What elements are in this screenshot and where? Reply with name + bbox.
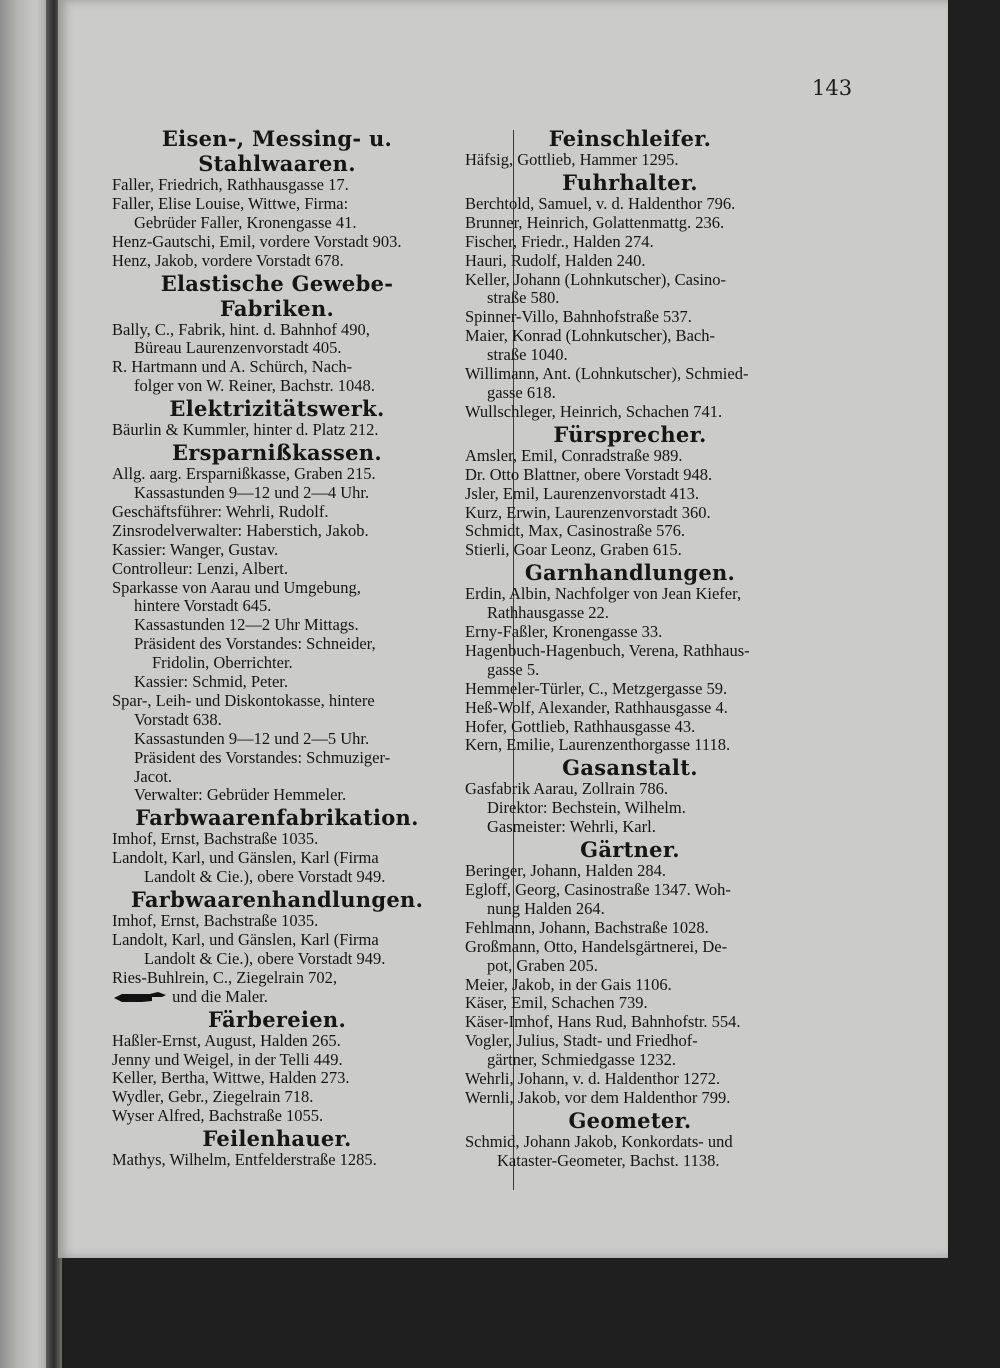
right-column bbox=[465, 126, 795, 1171]
section-heading: Feinschleifer. bbox=[548, 126, 712, 151]
entry-line: Jenny und Weigel, in der Telli 449. bbox=[112, 1049, 343, 1069]
entry-line: Controlleur: Lenzi, Albert. bbox=[112, 558, 288, 578]
entry-line: Maier, Konrad (Lohnkutscher), Bach- bbox=[465, 326, 715, 346]
entry-line: pot, Graben 205. bbox=[487, 955, 598, 975]
entry-line-with-pointer bbox=[112, 988, 442, 1007]
entry-line: Käser-Imhof, Hans Rud, Bahnhofstr. 554. bbox=[465, 1012, 741, 1032]
entry-line: folger von W. Reiner, Bachstr. 1048. bbox=[134, 376, 375, 396]
entry-line: gärtner, Schmiedgasse 1232. bbox=[487, 1050, 677, 1070]
entry-line: Fischer, Friedr., Halden 274. bbox=[465, 231, 654, 251]
entry-line: nung Halden 264. bbox=[487, 898, 605, 918]
entry-line: Haßler-Ernst, August, Halden 265. bbox=[112, 1030, 341, 1050]
entry-line: Ries-Buhlrein, C., Ziegelrain 702, bbox=[112, 967, 337, 987]
entry-line: Beringer, Johann, Halden 284. bbox=[465, 861, 666, 881]
left-column bbox=[112, 126, 442, 1170]
entry-line: Präsident des Vorstandes: Schneider, bbox=[134, 634, 376, 654]
section-heading: Fürsprecher. bbox=[553, 421, 707, 447]
section-heading: Geometer. bbox=[568, 1107, 692, 1133]
section-heading: Elastische Gewebe-Fabriken. bbox=[160, 270, 394, 321]
entry-line: Verwalter: Gebrüder Hemmeler. bbox=[134, 785, 347, 805]
entry-line: Kataster-Geometer, Bachst. 1138. bbox=[497, 1150, 720, 1170]
entry-line: Hofer, Gottlieb, Rathhausgasse 43. bbox=[465, 716, 696, 736]
entry-line: Keller, Bertha, Wittwe, Halden 273. bbox=[112, 1068, 350, 1088]
entry-line: Willimann, Ant. (Lohnkutscher), Schmied- bbox=[465, 364, 749, 384]
entry-line: hintere Vorstadt 645. bbox=[134, 596, 272, 616]
entry-line: Landolt, Karl, und Gänslen, Karl (Firma bbox=[112, 930, 379, 949]
entry-line: Egloff, Georg, Casinostraße 1347. Woh- bbox=[465, 880, 731, 899]
entry-line: Direktor: Bechstein, Wilhelm. bbox=[487, 798, 686, 818]
entry-line: Allg. aarg. Ersparnißkasse, Graben 215. bbox=[112, 464, 376, 484]
entry-line: Kassier: Wanger, Gustav. bbox=[112, 539, 279, 559]
entry-line: Großmann, Otto, Handelsgärtnerei, De- bbox=[465, 936, 728, 956]
entry-line: Mathys, Wilhelm, Entfelderstraße 1285. bbox=[112, 1150, 377, 1170]
entry-line: Fehlmann, Johann, Bachstraße 1028. bbox=[465, 917, 709, 937]
entry-line: Bäurlin & Kummler, hinter d. Platz 212. bbox=[112, 420, 379, 440]
entry-line: Jsler, Emil, Laurenzenvorstadt 413. bbox=[465, 483, 699, 503]
entry-line: Schmidt, Max, Casinostraße 576. bbox=[465, 521, 685, 541]
entry-line: Jacot. bbox=[134, 766, 173, 786]
entry-line: Stierli, Goar Leonz, Graben 615. bbox=[465, 540, 682, 560]
entry-line: Gasfabrik Aarau, Zollrain 786. bbox=[465, 779, 668, 799]
entry-line: Kassastunden 12—2 Uhr Mittags. bbox=[134, 615, 359, 635]
section-heading: Fuhrhalter. bbox=[562, 169, 698, 195]
entry-line: Keller, Johann (Lohnkutscher), Casino- bbox=[465, 269, 726, 289]
entry-line: Landolt & Cie.), obere Vorstadt 949. bbox=[144, 948, 386, 968]
entry-line: Wullschleger, Heinrich, Schachen 741. bbox=[465, 401, 723, 421]
entry-line: Landolt, Karl, und Gänslen, Karl (Firma bbox=[112, 848, 379, 868]
entry-line: Kassastunden 9—12 und 2—4 Uhr. bbox=[134, 482, 370, 502]
entry-line: Wydler, Gebr., Ziegelrain 718. bbox=[112, 1087, 314, 1107]
entry-line: Gebrüder Faller, Kronengasse 41. bbox=[134, 212, 357, 232]
entry-line: und die Maler. bbox=[172, 986, 268, 1006]
entry-line: Henz, Jakob, vordere Vorstadt 678. bbox=[112, 250, 344, 270]
entry-line: Brunner, Heinrich, Golattenmattg. 236. bbox=[465, 212, 725, 232]
entry-line: Schmid, Johann Jakob, Konkordats- und bbox=[465, 1131, 733, 1151]
entry-line: Kurz, Erwin, Laurenzenvorstadt 360. bbox=[465, 502, 711, 522]
section-heading: Gärtner. bbox=[580, 837, 680, 863]
entry-line: Rathhausgasse 22. bbox=[487, 603, 609, 623]
pointing-hand-icon bbox=[112, 991, 168, 1005]
entry-line: Gasmeister: Wehrli, Karl. bbox=[487, 817, 656, 837]
entry-line: Amsler, Emil, Conradstraße 989. bbox=[465, 445, 683, 465]
entry-line: Kern, Emilie, Laurenzenthorgasse 1118. bbox=[465, 735, 731, 755]
entry-line: Meier, Jakob, in der Gais 1106. bbox=[465, 974, 672, 994]
entry-line: Vogler, Julius, Stadt- und Friedhof- bbox=[465, 1031, 698, 1051]
entry-line: Vorstadt 638. bbox=[134, 709, 222, 729]
entry-line: Büreau Laurenzenvorstadt 405. bbox=[134, 338, 342, 358]
entry-line: R. Hartmann und A. Schürch, Nach- bbox=[112, 357, 353, 377]
section-heading: Ersparnißkassen. bbox=[172, 440, 382, 466]
entry-line: Henz-Gautschi, Emil, vordere Vorstadt 903. bbox=[112, 231, 402, 251]
entry-line: Sparkasse von Aarau und Umgebung, bbox=[112, 577, 361, 597]
entry-line: Präsident des Vorstandes: Schmuziger- bbox=[134, 747, 391, 767]
entry-line: Faller, Elise Louise, Wittwe, Firma: bbox=[112, 193, 349, 213]
entry-line: straße 1040. bbox=[487, 345, 568, 365]
entry-line: Landolt & Cie.), obere Vorstadt 949. bbox=[144, 867, 386, 887]
entry-line: Wehrli, Johann, v. d. Haldenthor 1272. bbox=[465, 1069, 721, 1089]
entry-line: Fridolin, Oberrichter. bbox=[152, 653, 293, 673]
entry-line: Imhof, Ernst, Bachstraße 1035. bbox=[112, 911, 319, 931]
entry-line: Berchtold, Samuel, v. d. Haldenthor 796. bbox=[465, 193, 736, 213]
entry-line: Kassier: Schmid, Peter. bbox=[134, 672, 288, 692]
entry-line: Spar-, Leih- und Diskontokasse, hintere bbox=[112, 690, 375, 710]
entry-line: Häfsig, Gottlieb, Hammer 1295. bbox=[465, 150, 679, 169]
entry-line: Bally, C., Fabrik, hint. d. Bahnhof 490, bbox=[112, 319, 370, 339]
entry-line: Heß-Wolf, Alexander, Rathhausgasse 4. bbox=[465, 697, 728, 717]
entry-line: Wyser Alfred, Bachstraße 1055. bbox=[112, 1106, 324, 1126]
section-heading: Garnhandlungen. bbox=[524, 560, 736, 586]
section-heading: Elektrizitätswerk. bbox=[169, 396, 385, 422]
section-heading: Feilenhauer. bbox=[202, 1126, 352, 1152]
entry-line: Hemmeler-Türler, C., Metzgergasse 59. bbox=[465, 678, 728, 698]
section-heading: Farbwaarenfabrikation. bbox=[135, 805, 419, 831]
entry-line: straße 580. bbox=[487, 288, 560, 308]
section-heading: Eisen-, Messing- u. Stahlwaaren. bbox=[161, 126, 393, 176]
entry-line: Hagenbuch-Hagenbuch, Verena, Rathhaus- bbox=[465, 640, 750, 660]
page-number: 143 bbox=[812, 76, 853, 100]
entry-line: Spinner-Villo, Bahnhofstraße 537. bbox=[465, 307, 692, 327]
section-heading: Gasanstalt. bbox=[562, 755, 698, 781]
entry-line: Dr. Otto Blattner, obere Vorstadt 948. bbox=[465, 464, 713, 484]
facing-page-edge bbox=[0, 0, 52, 1368]
entry-line: Faller, Friedrich, Rathhausgasse 17. bbox=[112, 175, 349, 194]
entry-line: Zinsrodelverwalter: Haberstich, Jakob. bbox=[112, 520, 369, 540]
entry-line: Kassastunden 9—12 und 2—5 Uhr. bbox=[134, 728, 370, 748]
entry-line: Geschäftsführer: Wehrli, Rudolf. bbox=[112, 501, 329, 521]
entry-line: Wernli, Jakob, vor dem Haldenthor 799. bbox=[465, 1087, 731, 1107]
entry-line: Imhof, Ernst, Bachstraße 1035. bbox=[112, 829, 319, 849]
entry-line: gasse 5. bbox=[487, 659, 540, 679]
section-heading: Färbereien. bbox=[207, 1006, 347, 1032]
entry-line: Erdin, Albin, Nachfolger von Jean Kiefer, bbox=[465, 584, 742, 604]
entry-line: Hauri, Rudolf, Halden 240. bbox=[465, 250, 646, 270]
entry-line: Erny-Faßler, Kronengasse 33. bbox=[465, 622, 663, 642]
entry-line: gasse 618. bbox=[487, 382, 556, 402]
section-heading: Farbwaarenhandlungen. bbox=[130, 887, 424, 913]
entry-line: Käser, Emil, Schachen 739. bbox=[465, 993, 648, 1013]
